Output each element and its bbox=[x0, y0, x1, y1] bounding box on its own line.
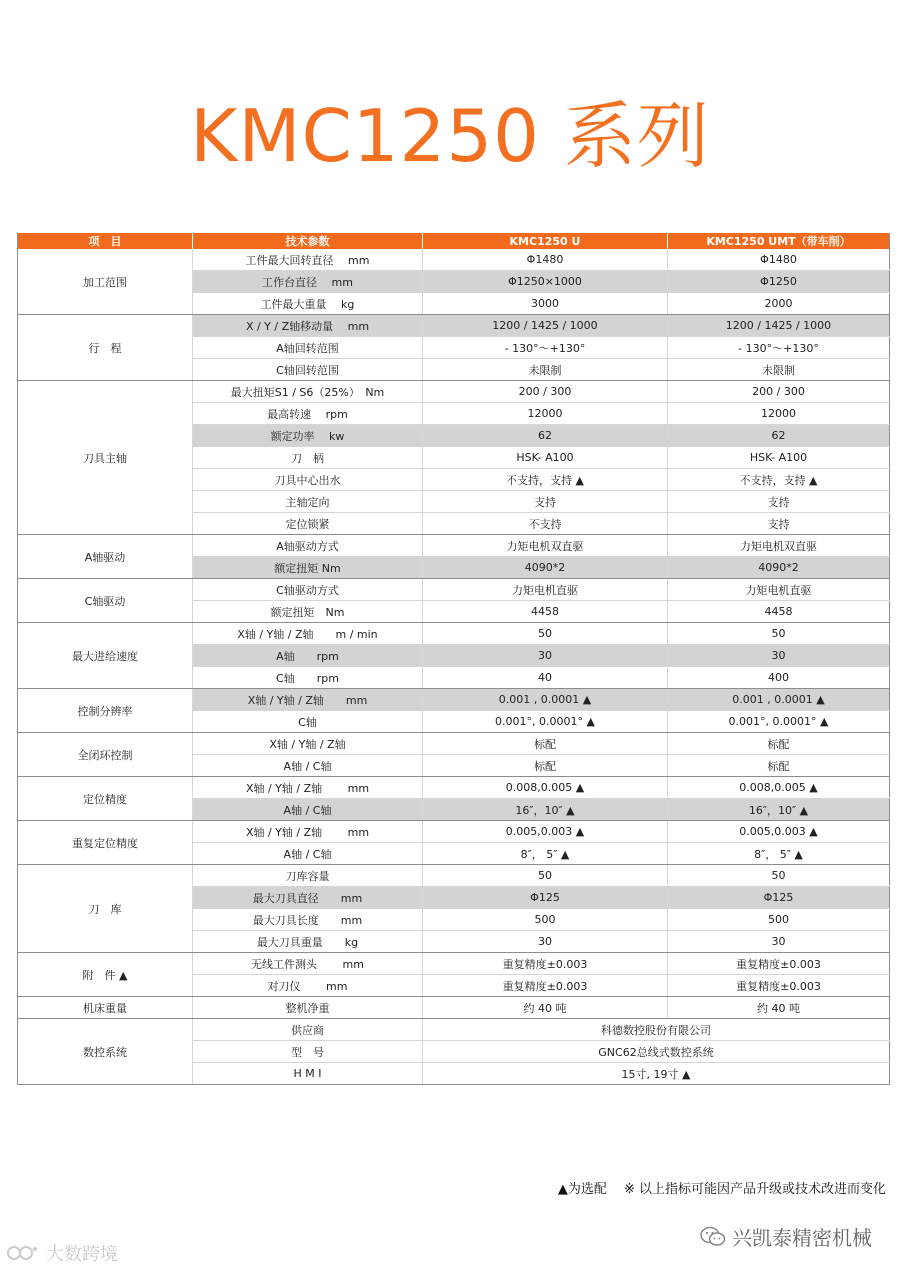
value-cell-umt: 12000 bbox=[668, 403, 890, 425]
category-cell: 附 件 ▲ bbox=[18, 953, 193, 997]
param-cell: 对刀仪 mm bbox=[193, 975, 423, 997]
value-cell-u: 16″，10″ ▲ bbox=[423, 799, 668, 821]
value-cell-umt: 标配 bbox=[668, 755, 890, 777]
table-header-row bbox=[18, 233, 890, 249]
table-row bbox=[18, 381, 890, 403]
param-cell: 刀具中心出水 bbox=[193, 469, 423, 491]
param-cell: 刀 柄 bbox=[193, 447, 423, 469]
spec-table bbox=[17, 233, 890, 1085]
param-cell: H M I bbox=[193, 1063, 423, 1085]
param-cell: 最大刀具直径 mm bbox=[193, 887, 423, 909]
param-cell: 额定扭矩 Nm bbox=[193, 557, 423, 579]
value-cell-u: 0.001 , 0.0001 ▲ bbox=[423, 689, 668, 711]
value-cell-umt: 200 / 300 bbox=[668, 381, 890, 403]
param-cell: A轴驱动方式 bbox=[193, 535, 423, 557]
table-row bbox=[18, 997, 890, 1019]
value-cell-u: 未限制 bbox=[423, 359, 668, 381]
value-cell-umt: 0.001 , 0.0001 ▲ bbox=[668, 689, 890, 711]
value-cell-u: Φ125 bbox=[423, 887, 668, 909]
header-model-u: KMC1250 U bbox=[423, 233, 668, 249]
value-cell-umt: 50 bbox=[668, 865, 890, 887]
footer-note: ▲为选配 ※ 以上指标可能因产品升级或技术改进而变化 bbox=[557, 1182, 886, 1197]
value-cell-u: 40 bbox=[423, 667, 668, 689]
value-cell-u: 0.005,0.003 ▲ bbox=[423, 821, 668, 843]
param-cell: 最大刀具长度 mm bbox=[193, 909, 423, 931]
value-cell-u: 支持 bbox=[423, 491, 668, 513]
value-cell-umt: - 130°～+130° bbox=[668, 337, 890, 359]
value-cell-umt: 30 bbox=[668, 645, 890, 667]
value-cell-both: GNC62总线式数控系统 bbox=[423, 1041, 890, 1063]
table-row bbox=[18, 953, 890, 975]
value-cell-u: 50 bbox=[423, 623, 668, 645]
param-cell: 最大刀具重量 kg bbox=[193, 931, 423, 953]
table-row bbox=[18, 579, 890, 601]
param-cell: X轴 / Y轴 / Z轴 mm bbox=[193, 689, 423, 711]
value-cell-u: 重复精度±0.003 bbox=[423, 953, 668, 975]
value-cell-both: 科德数控股份有限公司 bbox=[423, 1019, 890, 1041]
value-cell-umt: 1200 / 1425 / 1000 bbox=[668, 315, 890, 337]
value-cell-umt: 50 bbox=[668, 623, 890, 645]
param-cell: 工件最大回转直径 mm bbox=[193, 249, 423, 271]
category-cell: 刀具主轴 bbox=[18, 381, 193, 535]
value-cell-u: 200 / 300 bbox=[423, 381, 668, 403]
param-cell: X轴 / Y轴 / Z轴 mm bbox=[193, 821, 423, 843]
category-cell: A轴驱动 bbox=[18, 535, 193, 579]
value-cell-umt: 重复精度±0.003 bbox=[668, 953, 890, 975]
value-cell-umt: 不支持，支持 ▲ bbox=[668, 469, 890, 491]
category-cell: 数控系统 bbox=[18, 1019, 193, 1085]
param-cell: 型 号 bbox=[193, 1041, 423, 1063]
param-cell: C轴 bbox=[193, 711, 423, 733]
value-cell-u: - 130°～+130° bbox=[423, 337, 668, 359]
value-cell-u: 12000 bbox=[423, 403, 668, 425]
param-cell: 整机净重 bbox=[193, 997, 423, 1019]
category-cell: 全闭环控制 bbox=[18, 733, 193, 777]
param-cell: C轴回转范围 bbox=[193, 359, 423, 381]
value-cell-umt: 30 bbox=[668, 931, 890, 953]
header-item: 项 目 bbox=[18, 233, 193, 249]
value-cell-u: Φ1250×1000 bbox=[423, 271, 668, 293]
value-cell-u: 50 bbox=[423, 865, 668, 887]
category-cell: 定位精度 bbox=[18, 777, 193, 821]
value-cell-u: 0.001°, 0.0001° ▲ bbox=[423, 711, 668, 733]
value-cell-umt: 400 bbox=[668, 667, 890, 689]
value-cell-umt: 0.001°, 0.0001° ▲ bbox=[668, 711, 890, 733]
table-row bbox=[18, 315, 890, 337]
param-cell: 主轴定向 bbox=[193, 491, 423, 513]
value-cell-u: 标配 bbox=[423, 733, 668, 755]
value-cell-umt: Φ1250 bbox=[668, 271, 890, 293]
param-cell: 工件最大重量 kg bbox=[193, 293, 423, 315]
param-cell: 最大扭矩S1 / S6（25%） Nm bbox=[193, 381, 423, 403]
value-cell-u: 30 bbox=[423, 931, 668, 953]
param-cell: X / Y / Z轴移动量 mm bbox=[193, 315, 423, 337]
value-cell-umt: 8″， 5″ ▲ bbox=[668, 843, 890, 865]
value-cell-umt: 力矩电机双直驱 bbox=[668, 535, 890, 557]
value-cell-umt: 未限制 bbox=[668, 359, 890, 381]
wechat-account bbox=[700, 1222, 872, 1251]
watermark-text: 大数跨境 bbox=[46, 1244, 118, 1265]
watermark bbox=[6, 1240, 118, 1266]
category-cell: 最大进给速度 bbox=[18, 623, 193, 689]
table-row bbox=[18, 535, 890, 557]
category-cell: 加工范围 bbox=[18, 249, 193, 315]
param-cell: X轴 / Y轴 / Z轴 mm bbox=[193, 777, 423, 799]
category-cell: 机床重量 bbox=[18, 997, 193, 1019]
param-cell: A轴 / C轴 bbox=[193, 755, 423, 777]
table-row bbox=[18, 777, 890, 799]
header-params: 技术参数 bbox=[193, 233, 423, 249]
category-cell: 控制分辨率 bbox=[18, 689, 193, 733]
param-cell: C轴 rpm bbox=[193, 667, 423, 689]
param-cell: 供应商 bbox=[193, 1019, 423, 1041]
param-cell: 定位锁紧 bbox=[193, 513, 423, 535]
param-cell: 额定扭矩 Nm bbox=[193, 601, 423, 623]
value-cell-u: 力矩电机直驱 bbox=[423, 579, 668, 601]
value-cell-umt: 标配 bbox=[668, 733, 890, 755]
value-cell-u: 重复精度±0.003 bbox=[423, 975, 668, 997]
value-cell-u: 力矩电机双直驱 bbox=[423, 535, 668, 557]
value-cell-umt: 500 bbox=[668, 909, 890, 931]
value-cell-umt: 0.008,0.005 ▲ bbox=[668, 777, 890, 799]
wechat-icon bbox=[700, 1226, 726, 1248]
value-cell-u: 约 40 吨 bbox=[423, 997, 668, 1019]
wechat-account-name: 兴凯泰精密机械 bbox=[732, 1226, 872, 1250]
category-cell: C轴驱动 bbox=[18, 579, 193, 623]
table-row bbox=[18, 249, 890, 271]
value-cell-umt: 62 bbox=[668, 425, 890, 447]
param-cell: X轴 / Y轴 / Z轴 m / min bbox=[193, 623, 423, 645]
value-cell-umt: 约 40 吨 bbox=[668, 997, 890, 1019]
param-cell: 最高转速 rpm bbox=[193, 403, 423, 425]
table-row bbox=[18, 1019, 890, 1041]
value-cell-u: 1200 / 1425 / 1000 bbox=[423, 315, 668, 337]
value-cell-u: HSK- A100 bbox=[423, 447, 668, 469]
value-cell-umt: 0.005,0.003 ▲ bbox=[668, 821, 890, 843]
value-cell-umt: Φ1480 bbox=[668, 249, 890, 271]
value-cell-u: 标配 bbox=[423, 755, 668, 777]
value-cell-umt: 支持 bbox=[668, 513, 890, 535]
page-title: KMC1250 系列 bbox=[190, 94, 710, 178]
value-cell-umt: 4458 bbox=[668, 601, 890, 623]
param-cell: A轴 / C轴 bbox=[193, 843, 423, 865]
value-cell-u: 4458 bbox=[423, 601, 668, 623]
table-row bbox=[18, 623, 890, 645]
value-cell-umt: 4090*2 bbox=[668, 557, 890, 579]
table-row bbox=[18, 821, 890, 843]
param-cell: X轴 / Y轴 / Z轴 bbox=[193, 733, 423, 755]
param-cell: 额定功率 kw bbox=[193, 425, 423, 447]
param-cell: C轴驱动方式 bbox=[193, 579, 423, 601]
table-row bbox=[18, 733, 890, 755]
table-row bbox=[18, 689, 890, 711]
value-cell-u: 3000 bbox=[423, 293, 668, 315]
param-cell: A轴 rpm bbox=[193, 645, 423, 667]
value-cell-u: 4090*2 bbox=[423, 557, 668, 579]
value-cell-umt: 重复精度±0.003 bbox=[668, 975, 890, 997]
category-cell: 重复定位精度 bbox=[18, 821, 193, 865]
value-cell-u: 62 bbox=[423, 425, 668, 447]
value-cell-both: 15寸, 19寸 ▲ bbox=[423, 1063, 890, 1085]
category-cell: 刀 库 bbox=[18, 865, 193, 953]
param-cell: 刀库容量 bbox=[193, 865, 423, 887]
param-cell: A轴 / C轴 bbox=[193, 799, 423, 821]
value-cell-umt: 16″，10″ ▲ bbox=[668, 799, 890, 821]
value-cell-umt: Φ125 bbox=[668, 887, 890, 909]
value-cell-u: 0.008,0.005 ▲ bbox=[423, 777, 668, 799]
value-cell-u: 8″， 5″ ▲ bbox=[423, 843, 668, 865]
param-cell: 工作台直径 mm bbox=[193, 271, 423, 293]
value-cell-umt: 支持 bbox=[668, 491, 890, 513]
table-row bbox=[18, 865, 890, 887]
param-cell: A轴回转范围 bbox=[193, 337, 423, 359]
header-model-umt: KMC1250 UMT（带车削） bbox=[668, 233, 890, 249]
value-cell-u: 不支持 bbox=[423, 513, 668, 535]
value-cell-u: 500 bbox=[423, 909, 668, 931]
value-cell-umt: 力矩电机直驱 bbox=[668, 579, 890, 601]
watermark-logo-icon bbox=[6, 1243, 40, 1263]
value-cell-umt: 2000 bbox=[668, 293, 890, 315]
value-cell-u: Φ1480 bbox=[423, 249, 668, 271]
param-cell: 无线工件测头 mm bbox=[193, 953, 423, 975]
category-cell: 行 程 bbox=[18, 315, 193, 381]
value-cell-u: 不支持，支持 ▲ bbox=[423, 469, 668, 491]
value-cell-u: 30 bbox=[423, 645, 668, 667]
value-cell-umt: HSK- A100 bbox=[668, 447, 890, 469]
